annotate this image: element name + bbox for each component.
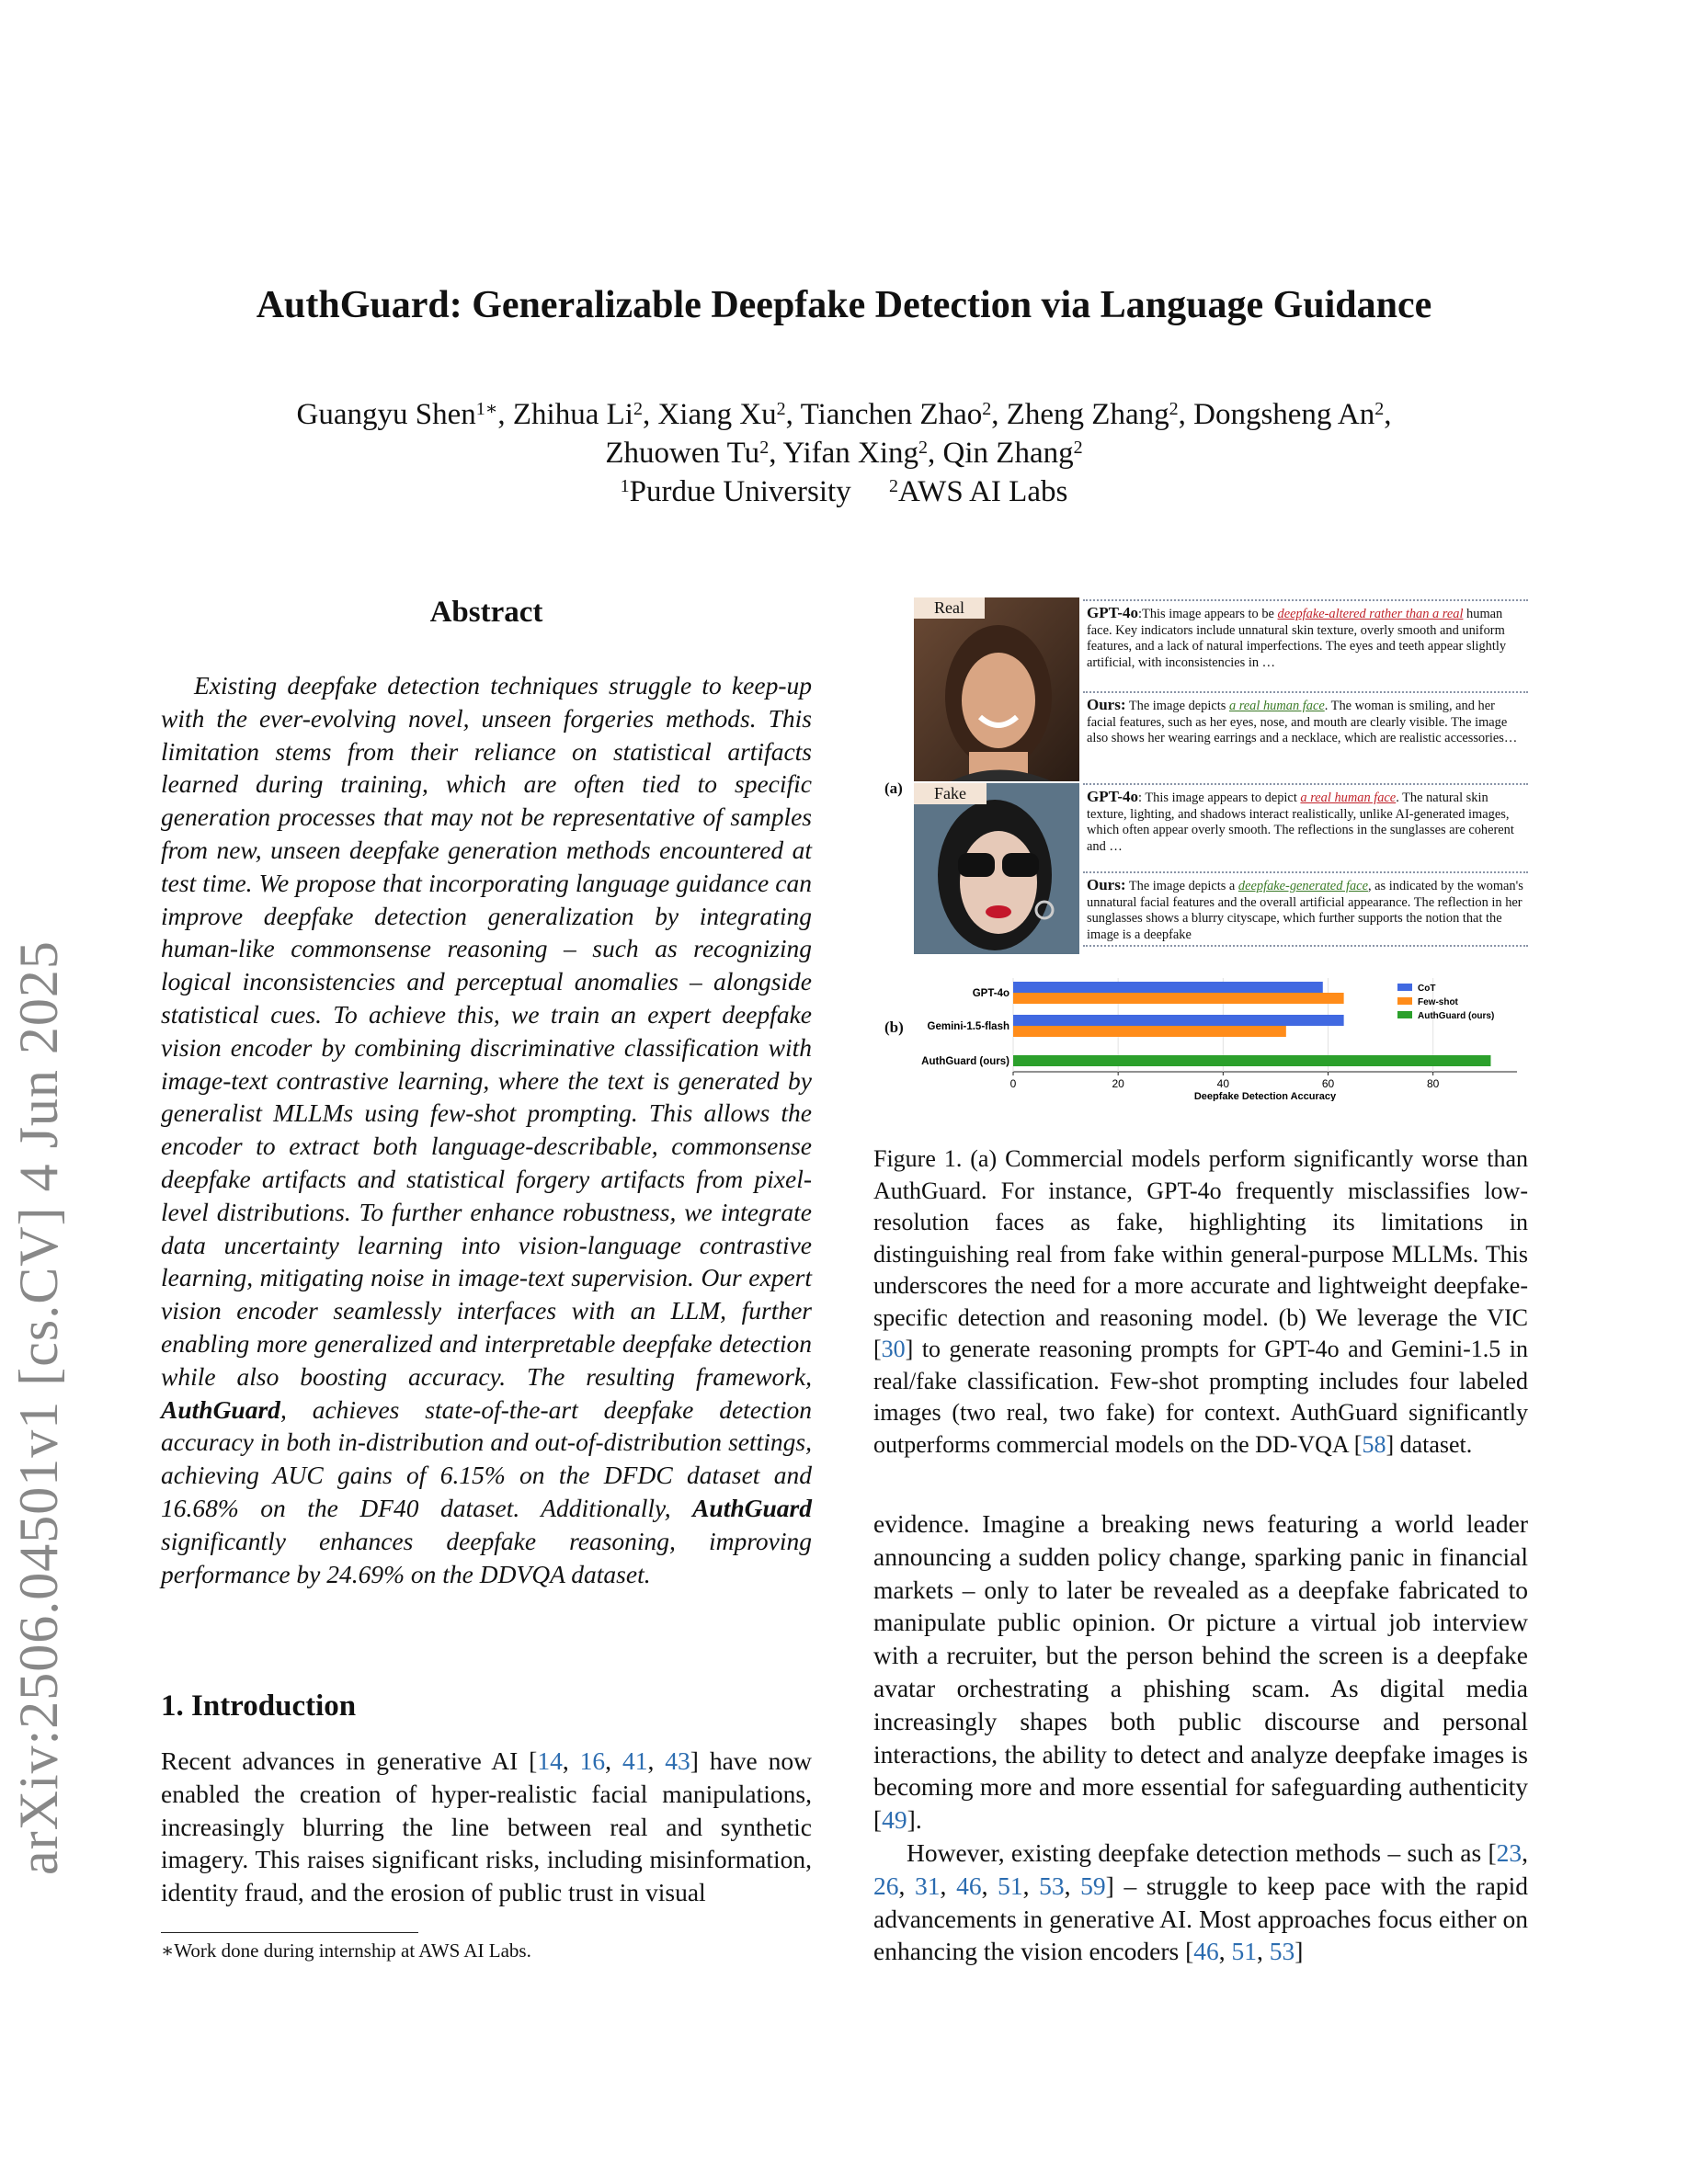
author-affiliation-sup: 2	[918, 438, 929, 458]
cite-link[interactable]: 26	[873, 1871, 899, 1900]
bar-few-shot	[1013, 1026, 1286, 1037]
arxiv-side-label: arXiv:2506.04501v1 [cs.CV] 4 Jun 2025	[8, 940, 69, 1875]
abstract-heading: Abstract	[429, 596, 543, 629]
cite-link[interactable]: 31	[915, 1871, 941, 1900]
cite-link[interactable]: 41	[622, 1746, 648, 1775]
author-name: Yifan Xing	[782, 437, 919, 470]
legend-label: Few-shot	[1418, 997, 1458, 1007]
fig-label-b: (b)	[884, 1018, 904, 1036]
cite-link[interactable]: 58	[1362, 1430, 1386, 1458]
author-block	[0, 395, 1688, 511]
y-category-label: AuthGuard (ours)	[921, 1056, 1009, 1067]
authors-line-1: Guangyu Shen$^{1∗}$, Zhihua Li$^2$, Xiang Xu$^2$, Tianchen Zhao$^2$, Zheng Zhang$^2$, Dongsheng An$^2$,	[296, 398, 1392, 431]
bar-cot	[1013, 1015, 1344, 1026]
intro-heading: 1. Introduction	[161, 1689, 357, 1723]
ours-real-response: Ours: The image depicts a real human face. The woman is smiling, and her facial features, such as her eyes, nose, and mouth are clearly visible. The image also shows her wearing earrings and a necklace, which are realistic accessories…	[1083, 691, 1528, 749]
bar-authguard-ours-	[1013, 1055, 1490, 1066]
fake-tag: Fake	[914, 783, 987, 804]
y-category-label: Gemini-1.5-flash	[927, 1021, 1009, 1032]
x-tick-label: 20	[1112, 1077, 1124, 1090]
author-name: Zhuowen Tu	[605, 437, 760, 470]
author-name: Guangyu Shen	[296, 398, 476, 431]
author-name: Xiang Xu	[657, 398, 777, 431]
author-affiliation-sup: 2	[1073, 438, 1083, 458]
legend-swatch	[1397, 997, 1412, 1005]
paragraph-evidence: evidence. Imagine a breaking news featuring a world leader announcing a sudden policy change, sparking panic in financial markets – only to later be revealed as a deepfake fabricated to manipulate public opinion. Or picture a virtual job interview with a recruiter, but the person behind the screen is a deepfake avatar orchestrating a phishing scam. As digital media increasingly shapes both public discourse and personal interactions, the ability to detect and analyze deepfake images is becoming more and more essential for safeguarding authenticity [49].	[873, 1509, 1528, 1835]
author-name: Zheng Zhang	[1006, 398, 1169, 431]
cite-link[interactable]: 53	[1039, 1871, 1065, 1900]
cite-link[interactable]: 51	[998, 1871, 1023, 1900]
author-affiliation-sup: 2	[633, 399, 643, 419]
authguard-bold-2: AuthGuard	[692, 1493, 812, 1522]
author-affiliation-sup: 2	[776, 399, 786, 419]
gpt4o-fake-response: GPT-4o: This image appears to depict a real human face. The natural skin texture, lighting, and shadows interact realistically, unlike AI-generated images, which often appear overly smooth. The reflections in the sunglasses are coherent and …	[1083, 783, 1528, 857]
fake-face-image	[914, 783, 1079, 954]
paper-title: AuthGuard: Generalizable Deepfake Detection via Language Guidance	[256, 284, 1432, 326]
gpt4o-real-response: GPT-4o:This image appears to be deepfake-altered rather than a real human face. Key indicators include unnatural skin texture, overly smooth and uniform features, and a lack of natural imperfections. The eyes and teeth appear slightly artificial, with inconsistencies in …	[1083, 599, 1528, 673]
author-affiliation-sup: 1∗	[475, 399, 498, 419]
legend-swatch	[1397, 1011, 1412, 1018]
fake-face-photo	[914, 783, 1079, 954]
real-face-photo	[914, 597, 1079, 781]
affiliation: Purdue University	[629, 475, 851, 508]
author-name: Dongsheng An	[1193, 398, 1375, 431]
x-tick-label: 60	[1321, 1077, 1335, 1090]
figure-1	[873, 597, 1528, 1112]
bar-few-shot	[1013, 993, 1344, 1004]
x-tick-label: 40	[1216, 1077, 1230, 1090]
fig-label-a: (a)	[884, 779, 903, 797]
legend-label: AuthGuard (ours)	[1418, 1011, 1495, 1021]
author-affiliation-sup: 2	[759, 438, 770, 458]
cite-link[interactable]: 49	[882, 1805, 907, 1835]
author-name: Zhihua Li	[512, 398, 633, 431]
real-face-image	[914, 597, 1079, 781]
x-tick-label: 80	[1426, 1077, 1440, 1090]
author-name: Qin Zhang	[942, 437, 1074, 470]
author-affiliation-sup: 2	[1169, 399, 1179, 419]
cite-link[interactable]: 46	[1193, 1937, 1219, 1966]
bar-cot	[1013, 982, 1323, 993]
x-axis-label: Deepfake Detection Accuracy	[1193, 1091, 1337, 1101]
figure-caption: Figure 1. (a) Commercial models perform significantly worse than AuthGuard. For instance, GPT-4o frequently misclassifies low-resolution faces as fake, highlighting its limitations in distinguishing real from fake within general-purpose MLLMs. This underscores the need for a more accurate and lightweight deepfake-specific detection and reasoning model. (b) We leverage the VIC [30] to generate reasoning prompts for GPT-4o and Gemini-1.5 in real/fake classification. Few-shot prompting includes four labeled images (two real, two fake) for context. AuthGuard significantly outperforms commercial models on the DD-VQA [58] dataset.	[873, 1145, 1528, 1458]
cite-link[interactable]: 30	[881, 1336, 906, 1362]
footnote: ∗Work done during internship at AWS AI Labs.	[161, 1939, 531, 1962]
accuracy-bar-chart	[873, 973, 1528, 1101]
legend-swatch	[1397, 984, 1412, 991]
cite-link[interactable]: 53	[1269, 1937, 1295, 1966]
author-name: Tianchen Zhao	[800, 398, 983, 431]
paragraph-however: However, existing deepfake detection methods – such as [23, 26, 31, 46, 51, 53, 59] – struggle to keep pace with the rapid advancements in generative AI. Most approaches focus either on enhancing the vision encoders [46, 51, 53]	[873, 1837, 1529, 1966]
author-affiliation-sup: 2	[982, 399, 992, 419]
intro-paragraph: Recent advances in generative AI [14, 16, 41, 43] have now enabled the creation of hyper-realistic facial manipulations, increasingly blurring the line between real and synthetic imagery. This raises significant risks, including misinformation, identity fraud, and the erosion of public trust in visual	[161, 1746, 813, 1907]
cite-link[interactable]: 14	[537, 1746, 563, 1775]
real-tag: Real	[914, 597, 985, 619]
cite-link[interactable]: 43	[665, 1746, 690, 1775]
author-affiliation-sup: 2	[1374, 399, 1385, 419]
cite-link[interactable]: 16	[579, 1746, 606, 1775]
right-column-body	[873, 1507, 1528, 1968]
cite-link[interactable]: 51	[1231, 1937, 1257, 1966]
legend-label: CoT	[1418, 984, 1436, 994]
y-category-label: GPT-4o	[972, 988, 1009, 999]
affiliations: $^1$Purdue University $^2$AWS AI Labs	[620, 475, 1068, 508]
cite-link[interactable]: 46	[956, 1871, 982, 1900]
authguard-bold-1: AuthGuard	[161, 1394, 280, 1424]
x-tick-label: 0	[1009, 1077, 1017, 1090]
cite-link[interactable]: 59	[1080, 1871, 1106, 1900]
footnote-rule	[161, 1932, 418, 1933]
ours-fake-response: Ours: The image depicts a deepfake-generated face, as indicated by the woman's unnatural facial features and the overall artificial appearance. The reflection in her sunglasses shows a blurry cityscape, which further supports the notion that the image is a deepfake	[1083, 871, 1528, 947]
authors-line-2: Zhuowen Tu$^2$, Yifan Xing$^2$, Qin Zhang$^2$	[605, 437, 1083, 470]
affiliation: AWS AI Labs	[897, 475, 1068, 508]
cite-link[interactable]: 23	[1496, 1837, 1523, 1867]
abstract-text: Existing deepfake detection techniques struggle to keep-up with the ever-evolving novel, unseen forgeries methods. This limitation stems from their reliance on statistical artifacts learned during training, which are often tied to specific generation processes that may not be representative of samples from new, unseen deepfake generation methods encountered at test time. We propose that incorporating language guidance can improve deepfake detection generalization by integrating human-like commonsense reasoning – such as recognizing logical inconsistencies and perceptual anomalies – alongside statistical cues. To achieve this, we train an expert deepfake vision encoder by combining discriminative classification with image-text contrastive learning, where the text is generated by generalist MLLMs using few-shot prompting. This allows the encoder to extract both language-describable, commonsense deepfake artifacts and statistical forgery artifacts from pixel-level distributions. To further enhance robustness, we integrate data uncertainty learning into vision-language contrastive learning, mitigating noise in image-text supervision. Our expert vision encoder seamlessly interfaces with an LLM, further enabling more generalized and interpretable deepfake detection while also boosting accuracy. The resulting framework, AuthGuard, achieves state-of-the-art deepfake detection accuracy in both in-distribution and out-of-distribution settings, achieving AUC gains of 6.15% on the DFDC dataset and 16.68% on the DF40 dataset. Additionally, AuthGuard significantly enhances deepfake reasoning, improving performance by 24.69% on the DDVQA dataset.	[161, 671, 812, 1588]
